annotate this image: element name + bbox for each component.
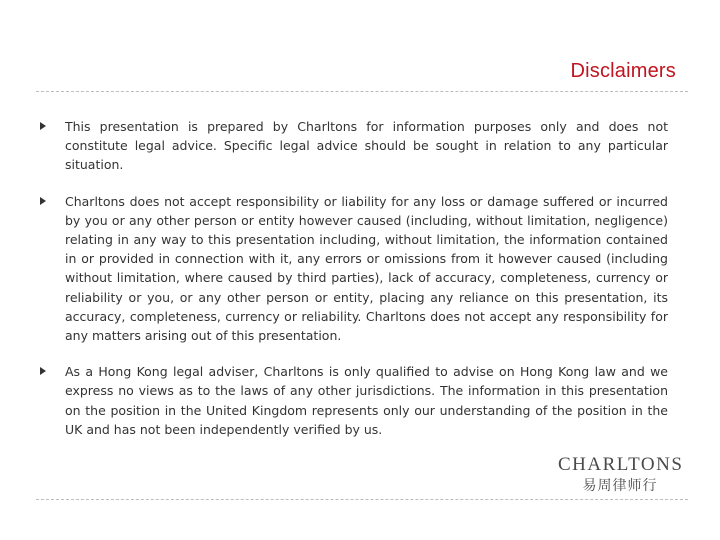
logo-wordmark: CHARLTONS bbox=[558, 454, 684, 475]
top-divider bbox=[36, 91, 688, 92]
bullet-arrow-icon bbox=[38, 196, 48, 206]
list-item bbox=[38, 192, 668, 346]
charltons-logo bbox=[558, 454, 682, 496]
disclaimer-text: As a Hong Kong legal adviser, Charltons is only qualified to advise on Hong Kong law and we express no views as to the laws of any other jurisdictions. The information in this presentation on the position in the United Kingdom represents only our understanding of the position in the UK and has not been independently verified by us. bbox=[65, 364, 668, 437]
disclaimer-text: This presentation is prepared by Charltons for information purposes only and does not constitute legal advice. Specific legal advice should be sought in relation to any particular situation. bbox=[65, 119, 668, 173]
bottom-divider bbox=[36, 499, 688, 500]
logo-chinese-name: 易周律师行 bbox=[582, 478, 658, 494]
list-item bbox=[38, 362, 668, 439]
bullet-arrow-icon bbox=[38, 366, 48, 376]
list-item bbox=[38, 117, 668, 175]
bullet-arrow-icon bbox=[38, 121, 48, 131]
page-title: Disclaimers bbox=[570, 60, 676, 82]
disclaimer-text: Charltons does not accept responsibility or liability for any loss or damage suffered or incurred by you or any other person or entity however caused (including, without limitation, negligence) relating in any way to this presentation including, without limitation, the information contained in or provided in connection with it, any errors or omissions from it however caused (including without limitation, where caused by third parties), lack of accuracy, completeness, currency or reliability or you, or any other person or entity, placing any reliance on this presentation, its accuracy, completeness, currency or reliability. Charltons does not accept any responsibility for any matters arising out of this presentation. bbox=[65, 193, 668, 344]
disclaimer-list bbox=[38, 117, 668, 456]
